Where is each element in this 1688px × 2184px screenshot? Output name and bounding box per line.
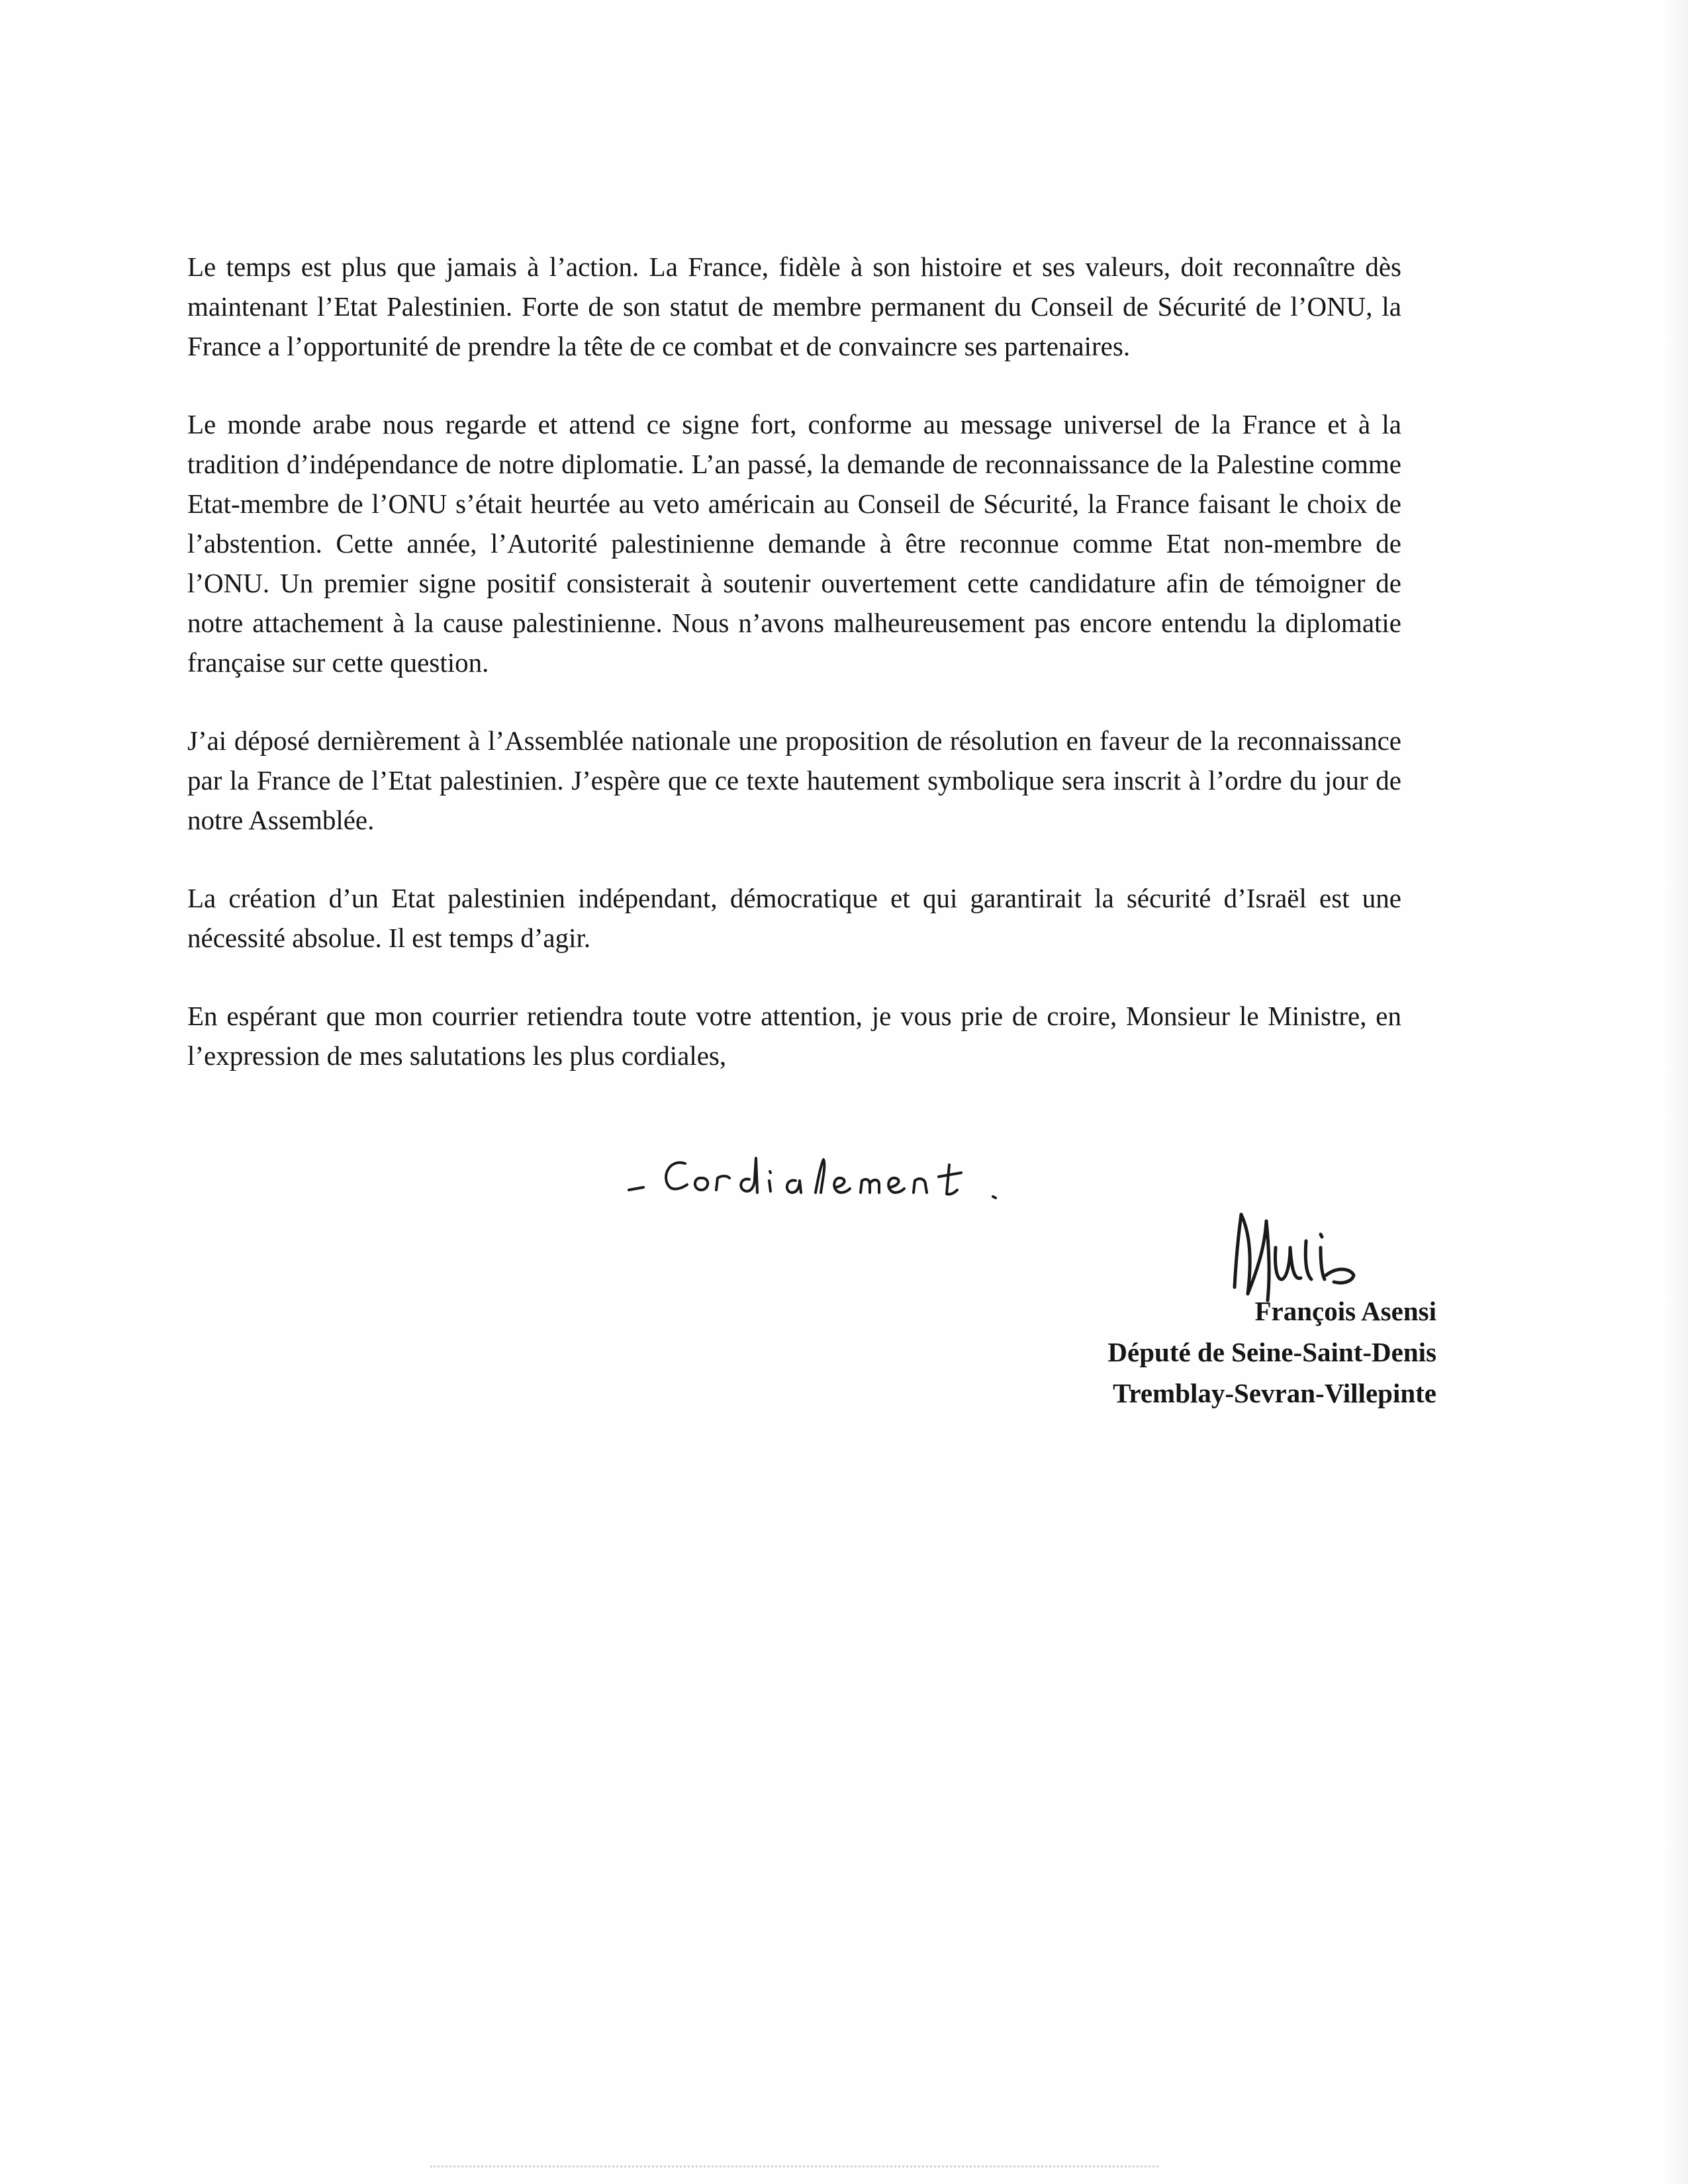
faint-footer-line bbox=[430, 2165, 1158, 2174]
paragraph-resolution: J’ai déposé dernièrement à l’Assemblée nationale une proposition de résolution en faveur de la reconnaissance par la France de l’Etat palestinien. J’espère que ce texte hautement symbolique sera inscrit à l’ordre du jour de notre Assemblée. bbox=[187, 725, 1401, 835]
handwritten-closing bbox=[622, 1138, 1099, 1211]
paragraph-monde-arabe: Le monde arabe nous regarde et attend ce signe fort, conforme au message universel de la France et à la tradition d’indépendance de notre diplomatie. L’an passé, la demande de reconnaissance de la Palestine comme Etat-membre de l’ONU s’était heurtée au veto américain au Conseil de Sécurité, la France faisant le choix de l’abstention. Cette année, l’Autorité palestinienne demande à être reconnue comme Etat non-membre de l’ONU. Un premier signe positif consisterait à soutenir ouvertement cette candidature afin de témoigner de notre attachement à la cause palestinienne. Nous n’avons malheureusement pas encore entendu la diplomatie française sur cette question. bbox=[187, 409, 1401, 678]
signatory-name: François Asensi bbox=[1254, 1296, 1436, 1326]
paragraph-action: Le temps est plus que jamais à l’action. La France, fidèle à son histoire et ses valeurs, doit reconnaître dès maintenant l’Etat Palestinien. Forte de son statut de membre permanent du Conseil de Sécurité de l’ONU, la France a l’opportunité de prendre la tête de ce combat et de convaincre ses partenaires. bbox=[187, 251, 1401, 361]
paragraph-creation-etat: La création d’un Etat palestinien indépendant, démocratique et qui garantirait la sécurité d’Israël est une nécessité absolue. Il est temps d’agir. bbox=[187, 883, 1401, 953]
scan-edge-shadow bbox=[1662, 0, 1688, 2184]
signature-block bbox=[993, 1291, 1436, 1414]
paragraph-closing: En espérant que mon courrier retiendra toute votre attention, je vous prie de croire, Monsieur le Ministre, en l’expression de mes salutations les plus cordiales, bbox=[187, 1001, 1401, 1071]
letter-body bbox=[187, 247, 1401, 1114]
signatory-constituency: Tremblay-Sevran-Villepinte bbox=[1113, 1378, 1436, 1408]
signatory-title: Député de Seine-Saint-Denis bbox=[1107, 1337, 1436, 1367]
